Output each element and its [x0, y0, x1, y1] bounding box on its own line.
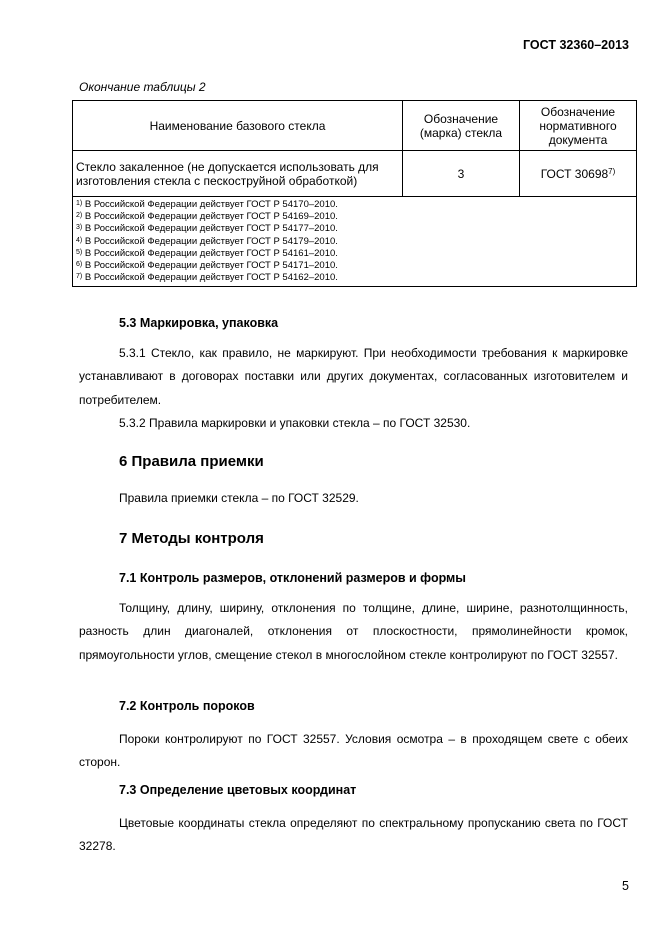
header-mark: Обозначение (марка) стекла	[403, 101, 520, 151]
footnote: $^{4)}$ В Российской Федерации действует ГОСТ Р 54179–2010.	[76, 235, 338, 247]
header-doc: Обозначение нормативного документа	[520, 101, 637, 151]
table-caption: Окончание таблицы 2	[79, 80, 206, 94]
footnote: $^{6)}$ В Российской Федерации действует ГОСТ Р 54171–2010.	[76, 260, 338, 272]
table-row	[73, 151, 637, 197]
table-2	[72, 100, 637, 287]
header-name: Наименование базового стекла	[73, 101, 403, 151]
footnote: $^{2)}$ В Российской Федерации действует ГОСТ Р 54169–2010.	[76, 211, 338, 223]
row-doc-text: ГОСТ 30698	[540, 166, 609, 181]
page-number: 5	[622, 879, 629, 893]
section-7-1-title: 7.1 Контроль размеров, отклонений размеров и формы	[119, 571, 466, 585]
document-header: ГОСТ 32360–2013	[523, 38, 629, 52]
section-6-title: 6 Правила приемки	[119, 453, 264, 470]
paragraph-7-1: Толщину, длину, ширину, отклонения по толщине, длине, ширине, разнотолщинность, разность длин диагоналей, отклонения от плоскостности, прямолинейности кромок, прямоугольности углов, смещение стекол в многослойном стекле контролируют по ГОСТ 32557.	[79, 601, 628, 662]
paragraph-6: Правила приемки стекла – по ГОСТ 32529.	[119, 491, 359, 505]
paragraph-7-2: Пороки контролируют по ГОСТ 32557. Условия осмотра – в проходящем свете с обеих сторон.	[79, 732, 628, 770]
paragraph-5-3-2: 5.3.2 Правила маркировки и упаковки стекла – по ГОСТ 32530.	[119, 416, 471, 430]
paragraph-7-3: Цветовые координаты стекла определяют по спектральному пропусканию света по ГОСТ 32278.	[79, 816, 628, 854]
section-7-2-title: 7.2 Контроль пороков	[119, 699, 255, 713]
footnote: $^{7)}$ В Российской Федерации действует ГОСТ Р 54162–2010.	[76, 272, 338, 284]
section-7-3-title: 7.3 Определение цветовых координат	[119, 783, 357, 797]
row-doc-ref: 7)	[608, 166, 616, 176]
footnote: $^{5)}$ В Российской Федерации действует ГОСТ Р 54161–2010.	[76, 247, 338, 259]
section-7-title: 7 Методы контроля	[119, 530, 264, 547]
paragraph-5-3-1: 5.3.1 Стекло, как правило, не маркируют. При необходимости требования к маркировке устанавливают в договорах поставки или других документах, согласованных изготовителем и потребителем.	[79, 346, 628, 407]
table-footnotes-row	[73, 197, 637, 287]
table-footnotes	[73, 197, 637, 287]
row-doc	[520, 151, 637, 197]
footnote: $^{3)}$ В Российской Федерации действует ГОСТ Р 54177–2010.	[76, 223, 338, 235]
footnote: $^{1)}$ В Российской Федерации действует ГОСТ Р 54170–2010.	[76, 199, 338, 210]
row-mark: 3	[403, 151, 520, 197]
table-header-row	[73, 101, 637, 151]
section-5-3-title: 5.3 Маркировка, упаковка	[119, 316, 279, 330]
row-name: Стекло закаленное (не допускается использовать для изготовления стекла с пескоструйной обработкой)	[73, 151, 403, 197]
